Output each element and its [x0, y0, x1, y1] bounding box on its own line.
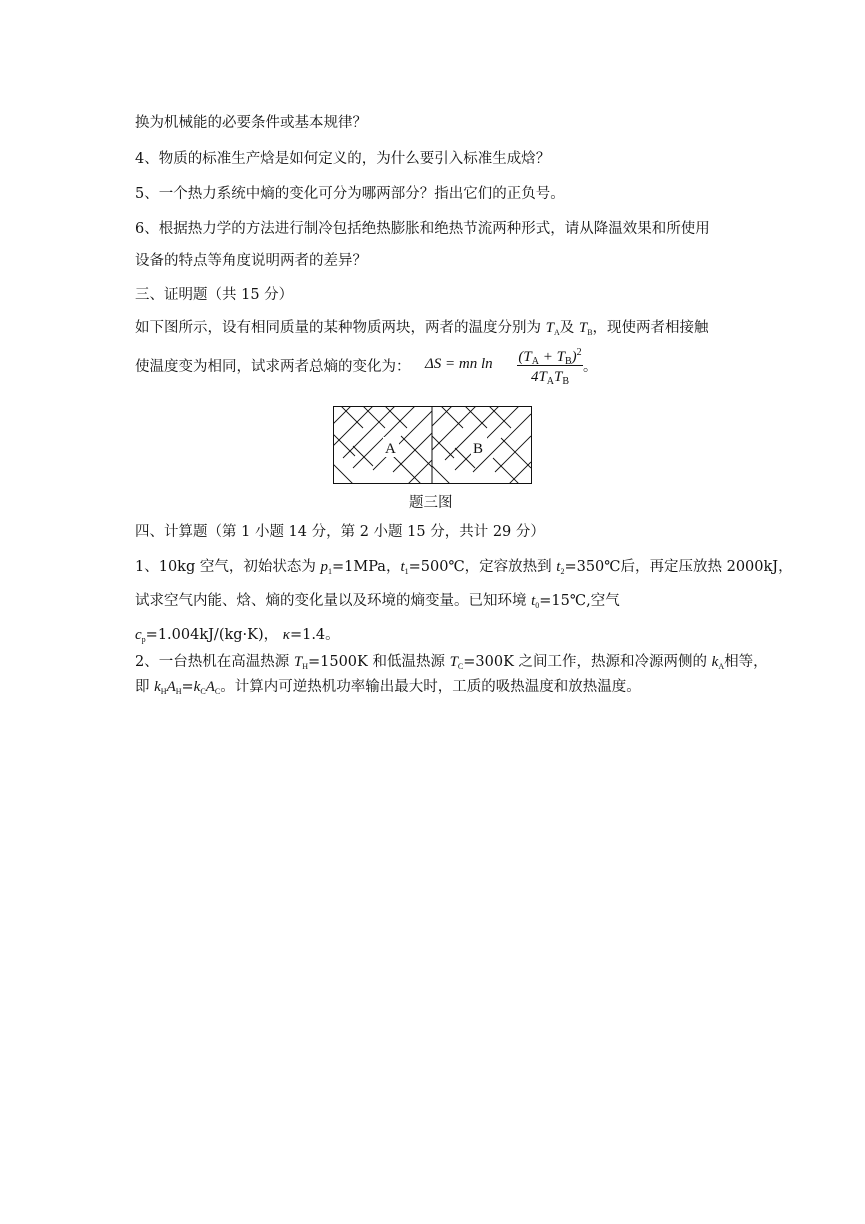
formula-fraction — [517, 342, 583, 387]
question-4: 4、物质的标准生产焓是如何定义的，为什么要引入标准生成焓？ — [135, 151, 551, 167]
calc-q1-line-3: $c_p=1.004kJ/(kg\cdot K)$， κ=1.4。 — [135, 627, 340, 644]
block-a-label: A — [385, 441, 396, 457]
calc-q1-line-1: 1、10kg 空气，初始状态为 $p_1=1MPa$，$t_1=500℃$，定容放热到 $t_2=350℃$后，再定压放热 2000kJ， — [135, 559, 793, 576]
text-line-1: 换为机械能的必要条件或基本规律？ — [135, 115, 367, 131]
block-a-hatch — [333, 406, 432, 484]
entropy-formula: ΔS = mn ln $(T_A + T_B)^2$ $4T_AT_B$ 。 — [425, 342, 585, 392]
formula-lhs: ΔS = mn ln — [425, 356, 493, 372]
section-3-heading: 三、证明题（共 15 分） — [135, 287, 294, 303]
question-5: 5、一个热力系统中熵的变化可分为哪两部分？指出它们的正负号。 — [135, 186, 565, 202]
calc-q2-line-2: 即 $k_HA_H=k_CA_C$。计算内可逆热机功率输出最大时，工质的吸热温度和放热温度。 — [135, 679, 641, 696]
formula-denominator: $4T_AT_B$ — [530, 369, 570, 387]
figure-caption: 题三图 — [409, 495, 453, 511]
block-b-label: B — [473, 441, 484, 457]
question-6-cont: 设备的特点等角度说明两者的差异？ — [135, 253, 367, 269]
question-6: 6、根据热力学的方法进行制冷包括绝热膨胀和绝热节流两种形式，请从降温效果和所使用 — [135, 221, 710, 237]
proof-text-line-2: 使温度变为相同，试求两者总熵的变化为： — [135, 359, 411, 375]
section-4-heading: 四、计算题（第 1 小题 14 分，第 2 小题 15 分，共计 29 分） — [135, 524, 545, 540]
calc-q2-line-1: 2、一台热机在高温热源 $T_H=1500K$ 和低温热源 $T_C=300K$ 之间工作，热源和冷源两侧的 $k_A$相等， — [135, 654, 768, 671]
proof-text-line-1: 如下图所示，设有相同质量的某种物质两块，两者的温度分别为 $T_A$及 $T_B$，现使两者相接触 — [135, 320, 709, 337]
calc-q1-line-2: 试求空气内能、焓、熵的变化量以及环境的熵变量。已知环境 $t_0=15℃$,空气 — [135, 593, 620, 610]
formula-numerator: $(T_A + T_B)^2$ — [518, 347, 582, 367]
two-blocks-figure — [333, 406, 533, 486]
